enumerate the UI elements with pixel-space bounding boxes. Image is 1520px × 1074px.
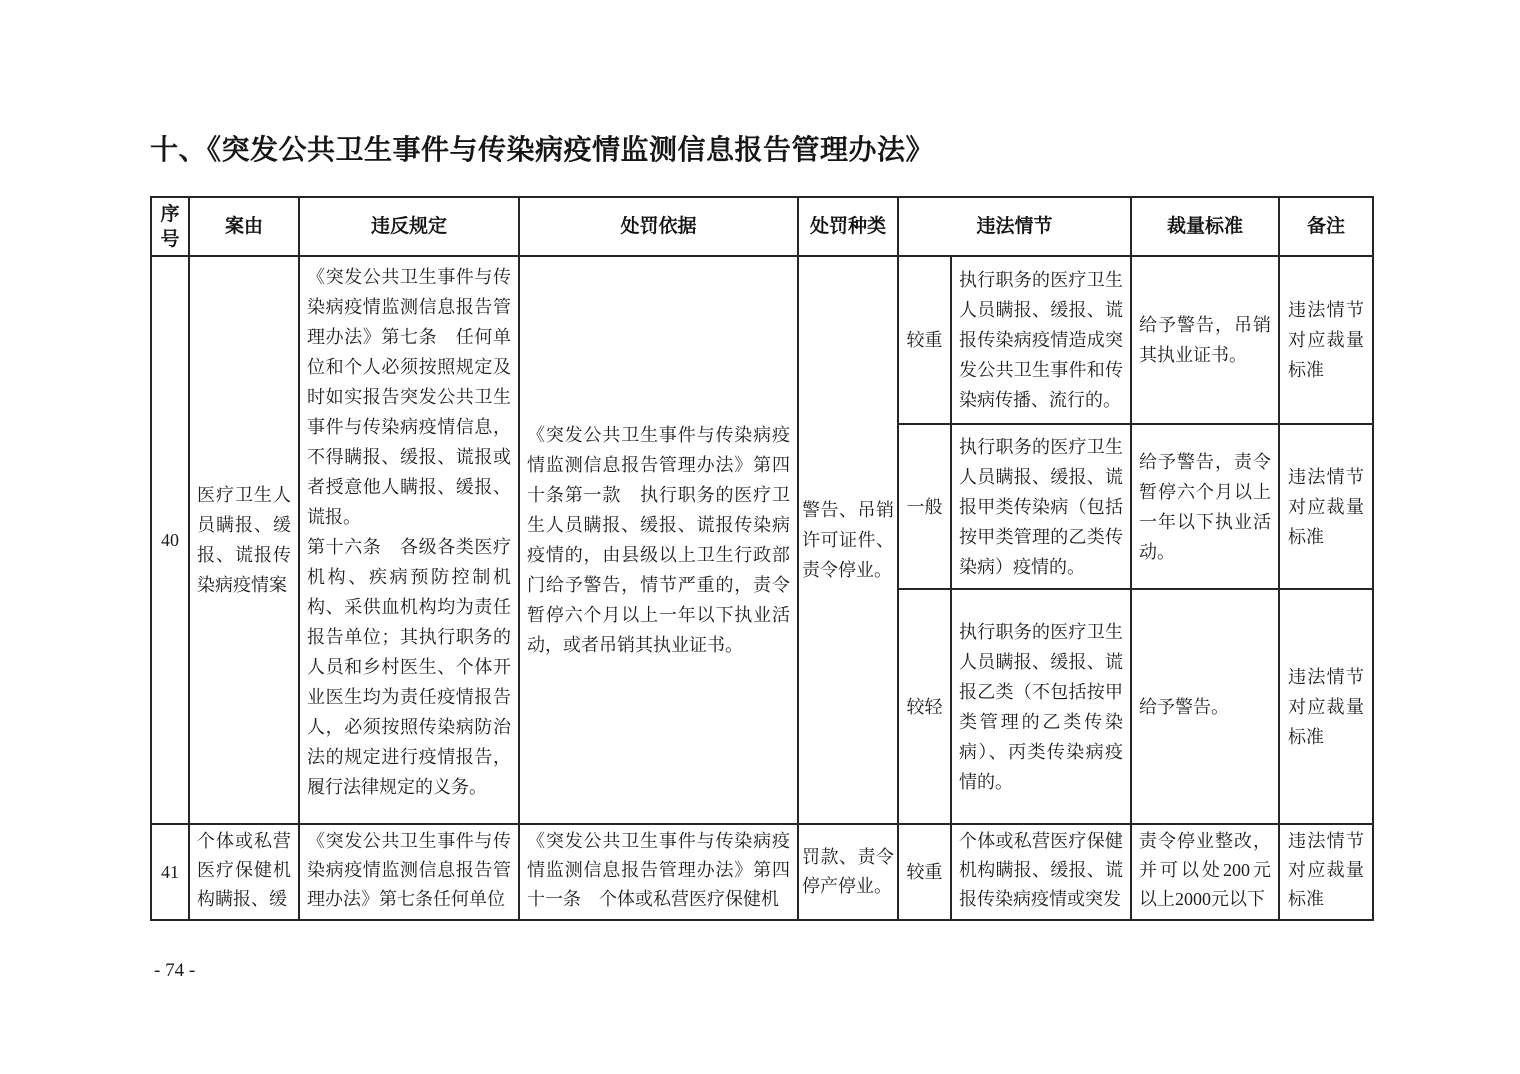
cell-row41-circumstance — [951, 824, 1131, 920]
page-number: - 74 - — [154, 960, 196, 981]
row41-remark-text: 违法情节对应裁量标准 — [1288, 831, 1365, 909]
col-header-circumstances: 违法情节 — [898, 197, 1131, 256]
cell-row40-discretion-3: 给予警告。 — [1131, 589, 1279, 824]
table-row-41 — [151, 824, 1373, 920]
cell-row40-severity-2: 一般 — [898, 424, 951, 589]
col-header-penalty-type: 处罚种类 — [798, 197, 898, 256]
cell-row40-severity-3: 较轻 — [898, 589, 951, 824]
col-header-discretion: 裁量标准 — [1131, 197, 1279, 256]
cell-row40-no: 40 — [151, 256, 189, 824]
cell-row41-cause — [189, 824, 299, 920]
penalty-standards-table — [150, 196, 1374, 921]
row41-violated-text: 《突发公共卫生事件与传染病疫情监测信息报告管理办法》第七条任何单位 — [307, 831, 511, 909]
col-header-basis: 处罚依据 — [519, 197, 798, 256]
cell-row40-penalty-type: 警告、吊销许可证件、责令停业。 — [798, 256, 898, 824]
col-header-no: 序号 — [151, 197, 189, 256]
cell-row40-basis: 《突发公共卫生事件与传染病疫情监测信息报告管理办法》第四十条第一款 执行职务的医疗卫生人员瞒报、缓报、谎报传染病疫情的，由县级以上卫生行政部门给予警告，情节严重的，责令暂停六个月以上一年以下执业活动，或者吊销其执业证书。 — [519, 256, 798, 824]
cell-row40-remark-3: 违法情节对应裁量标准 — [1279, 589, 1373, 824]
row41-circumstance-text: 个体或私营医疗保健机构瞒报、缓报、谎报传染病疫情或突发 — [959, 831, 1124, 909]
cell-row40-remark-2: 违法情节对应裁量标准 — [1279, 424, 1373, 589]
table-row-40-sub-1 — [151, 256, 1373, 424]
cell-row41-no: 41 — [151, 824, 189, 920]
cell-row41-violated — [299, 824, 519, 920]
cell-row40-cause: 医疗卫生人员瞒报、缓报、谎报传染病疫情案 — [189, 256, 299, 824]
cell-row40-circumstance-2: 执行职务的医疗卫生人员瞒报、缓报、谎报甲类传染病（包括按甲类管理的乙类传染病）疫情的。 — [951, 424, 1131, 589]
row41-basis-text: 《突发公共卫生事件与传染病疫情监测信息报告管理办法》第四十一条 个体或私营医疗保健机 — [527, 831, 790, 909]
cell-row41-basis — [519, 824, 798, 920]
cell-row41-remark — [1279, 824, 1373, 920]
col-header-cause: 案由 — [189, 197, 299, 256]
cell-row41-penalty-type: 罚款、责令停产停业。 — [798, 824, 898, 920]
cell-row41-severity: 较重 — [898, 824, 951, 920]
cell-row40-remark-1: 违法情节对应裁量标准 — [1279, 256, 1373, 424]
cell-row40-discretion-2: 给予警告，责令暂停六个月以上一年以下执业活动。 — [1131, 424, 1279, 589]
cell-row40-violated — [299, 256, 519, 824]
table-header-row — [151, 197, 1373, 256]
cell-row40-circumstance-1: 执行职务的医疗卫生人员瞒报、缓报、谎报传染病疫情造成突发公共卫生事件和传染病传播、流行的。 — [951, 256, 1131, 424]
cell-row40-discretion-1: 给予警告，吊销其执业证书。 — [1131, 256, 1279, 424]
page-title: 十、《突发公共卫生事件与传染病疫情监测信息报告管理办法》 — [150, 134, 935, 165]
violated-paragraph-1: 《突发公共卫生事件与传染病疫情监测信息报告管理办法》第七条 任何单位和个人必须按照规定及时如实报告突发公共卫生事件与传染病疫情信息，不得瞒报、缓报、谎报或者授意他人瞒报、缓报、谎报。 — [307, 267, 511, 527]
col-header-remarks: 备注 — [1279, 197, 1373, 256]
cell-row40-severity-1: 较重 — [898, 256, 951, 424]
col-header-violated: 违反规定 — [299, 197, 519, 256]
violated-paragraph-2: 第十六条 各级各类医疗机构、疾病预防控制机构、采供血机构均为责任报告单位；其执行职务的人员和乡村医生、个体开业医生均为责任疫情报告人，必须按照传染病防治法的规定进行疫情报告，履行法律规定的义务。 — [307, 537, 511, 797]
cell-row41-discretion — [1131, 824, 1279, 920]
cell-row40-circumstance-3: 执行职务的医疗卫生人员瞒报、缓报、谎报乙类（不包括按甲类管理的乙类传染病）、丙类传染病疫情的。 — [951, 589, 1131, 824]
row41-discretion-text: 责令停业整改，并可以处200元以上2000元以下 — [1139, 831, 1272, 909]
row41-cause-text: 个体或私营医疗保健机构瞒报、缓 — [197, 831, 291, 909]
